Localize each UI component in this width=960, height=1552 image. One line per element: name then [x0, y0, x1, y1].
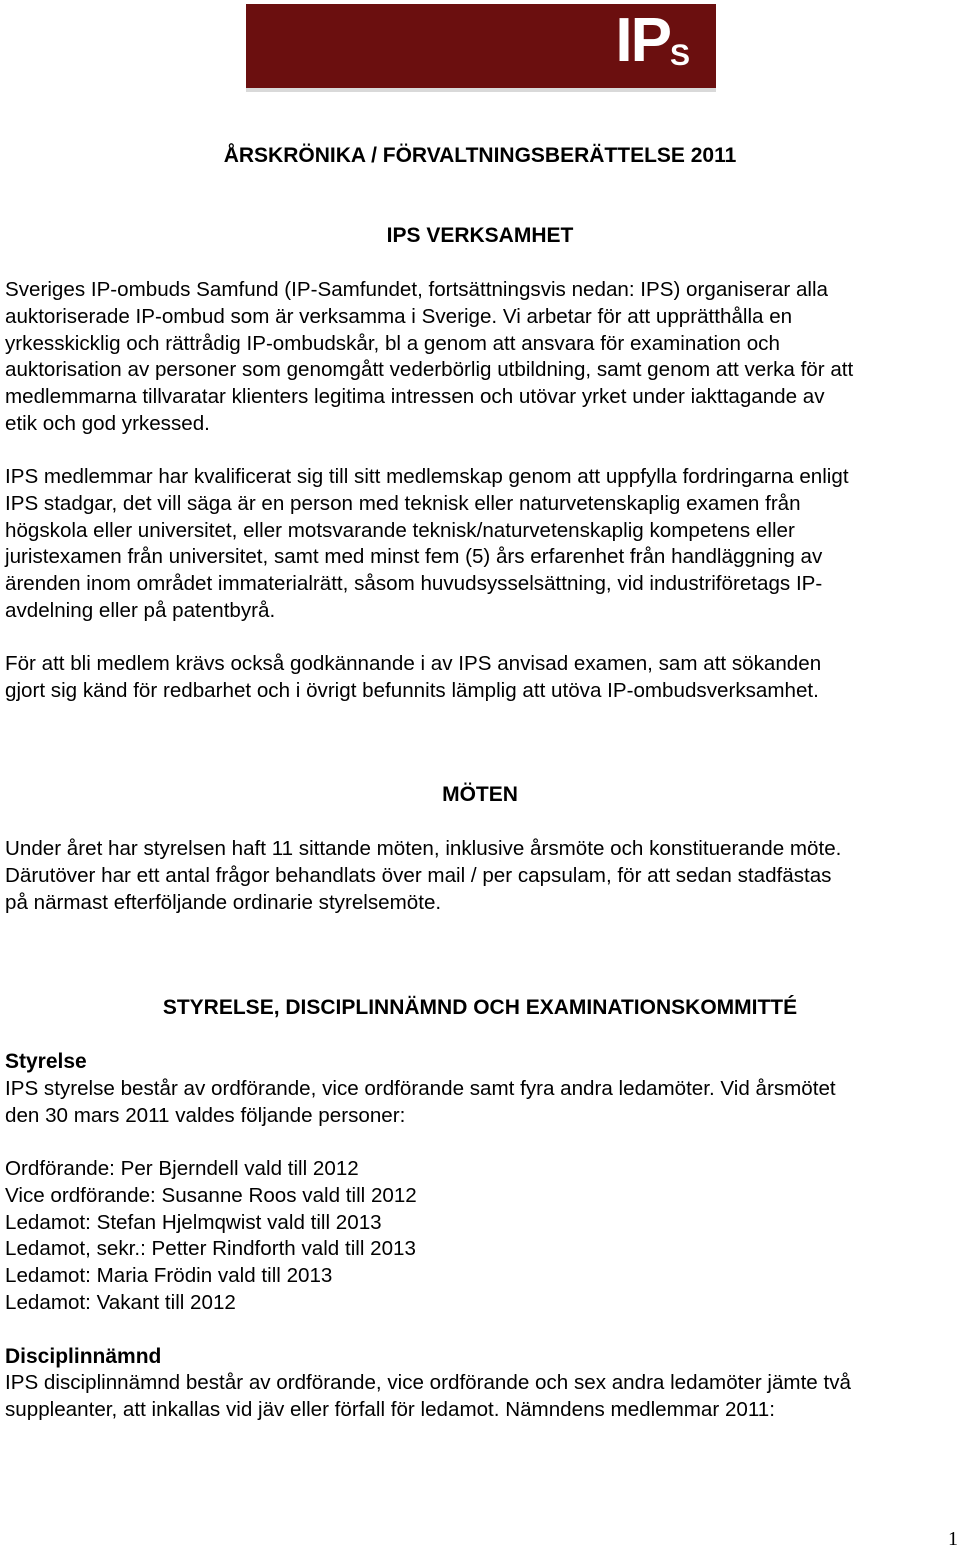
board-member: Ledamot: Vakant till 2012	[5, 1290, 236, 1314]
text-line: etik och god yrkessed.	[5, 411, 210, 435]
text-line: auktorisation av personer som genomgått vederbörlig utbildning, samt genom att verka för att	[5, 358, 854, 382]
board-member: Ledamot, sekr.: Petter Rindforth vald till 2013	[5, 1237, 416, 1261]
paragraph-disciplinnamnd	[5, 1370, 960, 1424]
text-line: yrkesskicklig och rättrådig IP-ombudskår, bl a genom att ansvara för examination och	[5, 331, 780, 355]
heading-moten: MÖTEN	[442, 783, 518, 806]
text-line: IPS styrelse består av ordförande, vice ordförande samt fyra andra ledamöter. Vid årsmötet	[5, 1077, 836, 1100]
logo-sub-letter: S	[669, 39, 690, 72]
heading-styrelse-disciplinnamnd: STYRELSE, DISCIPLINNÄMND OCH EXAMINATIONSKOMMITTÉ	[162, 996, 798, 1019]
board-member: Ordförande: Per Bjerndell vald till 2012	[5, 1157, 359, 1180]
text-line: suppleanter, att inkallas vid jäv eller förfall för ledamot. Nämndens medlemmar 2011:	[5, 1397, 775, 1421]
text-line: medlemmarna tillvaratar klienters legitima intressen och utövar yrket under iakttagande av	[5, 385, 825, 409]
subheading-styrelse: Styrelse	[5, 1050, 87, 1073]
text-line: IPS disciplinnämnd består av ordförande, vice ordförande och sex andra ledamöter jämte två	[5, 1371, 851, 1394]
paragraph-ips-exam	[5, 651, 960, 705]
document-title: ÅRSKRÖNIKA / FÖRVALTNINGSBERÄTTELSE 2011	[223, 144, 737, 167]
text-line: Under året har styrelsen haft 11 sittande möten, inklusive årsmöte och konstituerande möte.	[5, 837, 842, 860]
text-line: IPS medlemmar har kvalificerat sig till sitt medlemskap genom att uppfylla fordringarna enligt	[5, 465, 849, 488]
subheading-disciplinnamnd: Disciplinnämnd	[5, 1345, 162, 1368]
logo-main-letters: IP	[615, 6, 670, 75]
text-line: den 30 mars 2011 valdes följande personer:	[5, 1103, 406, 1127]
text-line: gjort sig känd för redbarhet och i övrigt befunnits lämplig att utöva IP-ombudsverksamhet.	[5, 678, 819, 702]
text-line: IPS stadgar, det vill säga är en person med teknisk eller naturvetenskaplig examen från	[5, 491, 801, 515]
text-line: För att bli medlem krävs också godkännande i av IPS anvisad examen, sam att sökanden	[5, 652, 822, 675]
paragraph-styrelse	[5, 1076, 960, 1130]
text-line: på närmast efterföljande ordinarie styrelsemöte.	[5, 890, 442, 914]
paragraph-ips-intro	[5, 277, 960, 438]
text-line: auktoriserade IP-ombud som är verksamma i Sverige. Vi arbetar för att upprätthålla en	[5, 304, 793, 328]
text-line: högskola eller universitet, eller motsvarande teknisk/naturvetenskaplig kompetens eller	[5, 518, 795, 542]
text-line: ärenden inom området immaterialrätt, såsom huvudsysselsättning, vid industriföretags IP-	[5, 572, 823, 596]
text-line: juristexamen från universitet, samt med minst fem (5) års erfarenhet från handläggning av	[5, 545, 823, 569]
board-member: Ledamot: Stefan Hjelmqwist vald till 2013	[5, 1210, 382, 1234]
text-line: Därutöver har ett antal frågor behandlats över mail / per capsulam, för att sedan stadfästas	[5, 863, 832, 887]
paragraph-moten	[5, 836, 960, 916]
board-member: Vice ordförande: Susanne Roos vald till 2012	[5, 1183, 417, 1207]
ips-logo	[246, 4, 716, 88]
paragraph-ips-membership	[5, 464, 960, 625]
heading-ips-verksamhet: IPS VERKSAMHET	[386, 224, 574, 247]
board-member: Ledamot: Maria Frödin vald till 2013	[5, 1264, 333, 1288]
text-line: avdelning eller på patentbyrå.	[5, 598, 276, 622]
board-members-list	[5, 1156, 960, 1317]
logo-text	[615, 6, 690, 75]
page-number: 1	[948, 1528, 958, 1550]
text-line: Sveriges IP-ombuds Samfund (IP-Samfundet, fortsättningsvis nedan: IPS) organiserar alla	[5, 278, 829, 301]
